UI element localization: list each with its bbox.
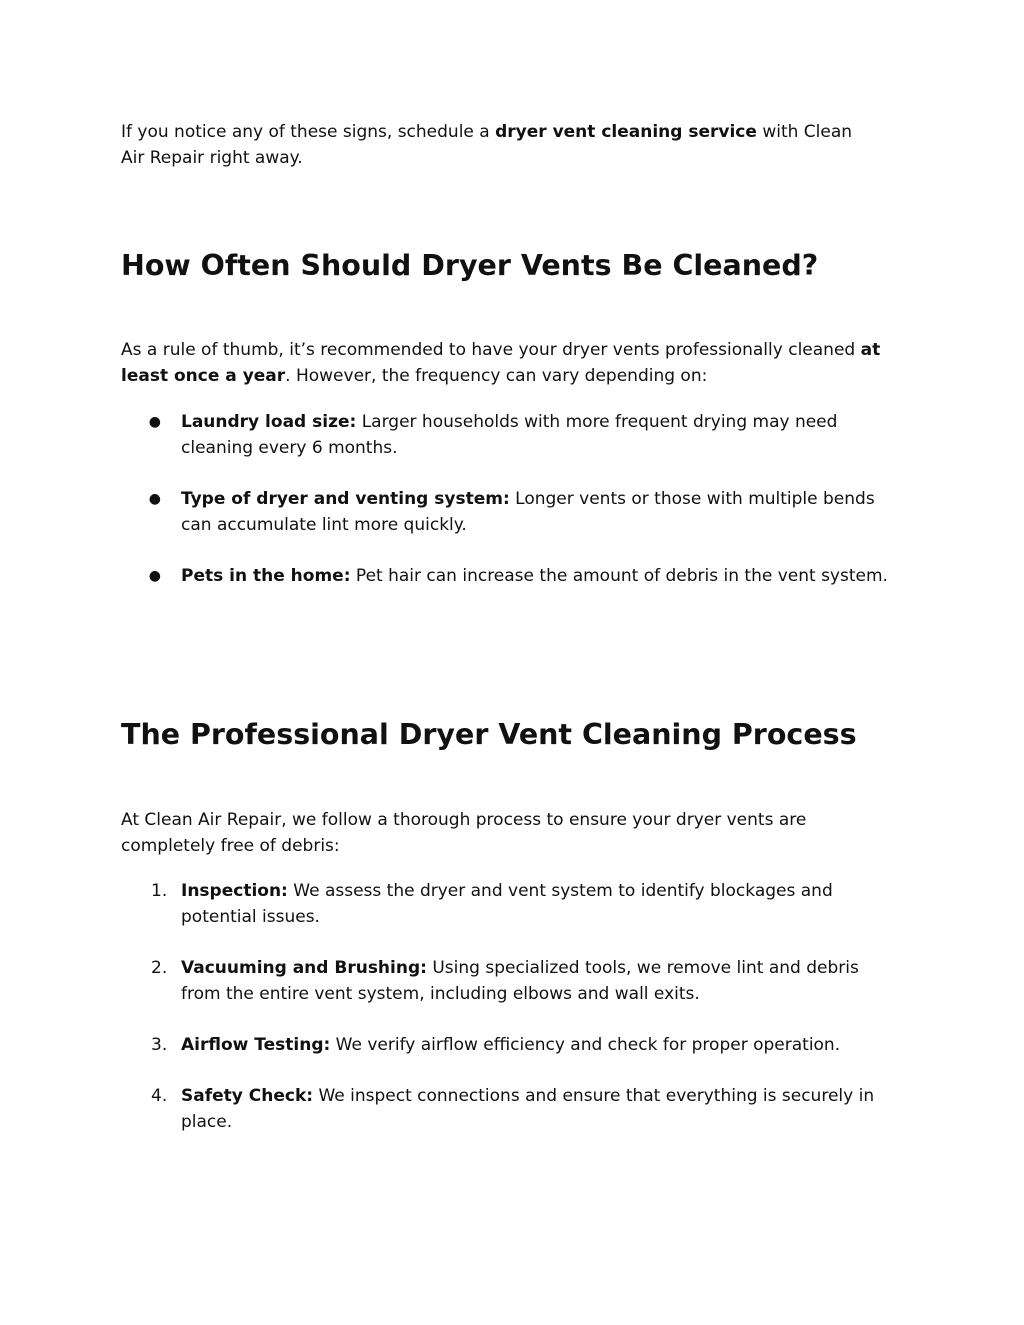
frequency-bold-text: at least once a year <box>121 340 881 386</box>
step-label: Inspection: <box>181 881 288 901</box>
factor-label: Laundry load size: <box>181 412 357 432</box>
step-text: We inspect connections and ensure that everything is securely in place. <box>181 1086 875 1132</box>
bullet-icon: ● <box>148 568 161 584</box>
factor-text: Pet hair can increase the amount of debris in the vent system. <box>350 566 888 586</box>
list-item <box>121 878 911 930</box>
factor-text: Longer vents or those with multiple bends can accumulate lint more quickly. <box>181 489 875 535</box>
list-item <box>121 409 901 461</box>
step-text: We assess the dryer and vent system to identify blockages and potential issues. <box>181 881 833 927</box>
step-text: Using specialized tools, we remove lint and debris from the entire vent system, including elbows and wall exits. <box>181 958 859 1004</box>
frequency-text-after: . However, the frequency can vary depending on: <box>285 366 708 386</box>
bullet-icon: ● <box>148 414 161 430</box>
step-label: Vacuuming and Brushing: <box>181 958 427 978</box>
frequency-factors-list <box>121 409 911 589</box>
list-item <box>121 1083 881 1135</box>
factor-label: Type of dryer and venting system: <box>181 489 510 509</box>
list-item <box>121 955 881 1007</box>
process-paragraph: At Clean Air Repair, we follow a thorough process to ensure your dryer vents are completely free of debris: <box>121 810 807 856</box>
list-item <box>121 1032 971 1058</box>
section-heading-process: The Professional Dryer Vent Cleaning Process <box>121 718 857 751</box>
frequency-text-before: As a rule of thumb, it’s recommended to have your dryer vents professionally cleaned <box>121 340 861 360</box>
step-number: 4. <box>151 1086 168 1106</box>
list-item <box>121 486 901 538</box>
step-label: Safety Check: <box>181 1086 314 1106</box>
factor-label: Pets in the home: <box>181 566 351 586</box>
bullet-icon: ● <box>148 491 161 507</box>
section-heading-frequency: How Often Should Dryer Vents Be Cleaned? <box>121 249 819 282</box>
step-text: We verify airflow efficiency and check for proper operation. <box>330 1035 841 1055</box>
step-number: 2. <box>151 958 168 978</box>
intro-text-after: with Clean Air Repair right away. <box>121 122 853 168</box>
frequency-paragraph <box>121 337 881 389</box>
list-item <box>121 563 901 589</box>
factor-text: Larger households with more frequent drying may need cleaning every 6 months. <box>181 412 838 458</box>
process-steps-list <box>121 878 911 1135</box>
intro-text-before: If you notice any of these signs, schedule a <box>121 122 496 142</box>
intro-paragraph <box>121 119 871 171</box>
step-number: 1. <box>151 881 168 901</box>
intro-bold-text: dryer vent cleaning service <box>495 122 757 142</box>
step-number: 3. <box>151 1035 168 1055</box>
step-label: Airflow Testing: <box>181 1035 331 1055</box>
